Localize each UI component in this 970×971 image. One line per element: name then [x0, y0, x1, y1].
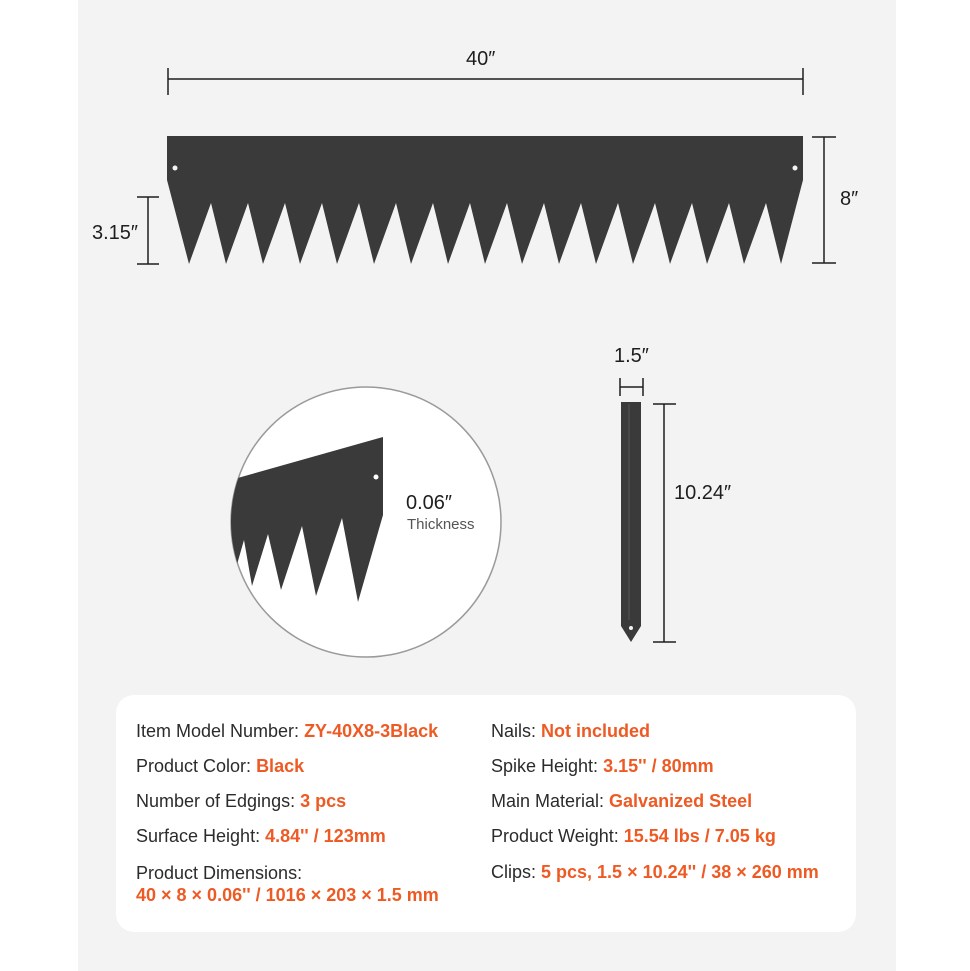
- spec-edgings: Number of Edgings: 3 pcs: [136, 791, 347, 811]
- zoomed-hole: [374, 475, 379, 480]
- width-label: 40″: [466, 48, 496, 70]
- clip-height-dimension-line: [653, 404, 676, 642]
- spec-clips: Clips: 5 pcs, 1.5 × 10.24'' / 38 × 260 mm: [491, 862, 819, 882]
- left-hole: [173, 166, 178, 171]
- spec-weight: Product Weight: 15.54 lbs / 7.05 kg: [491, 826, 776, 846]
- clip-height-label: 10.24″: [674, 482, 732, 504]
- height-label: 8″: [840, 188, 859, 210]
- clip-width-label: 1.5″: [614, 345, 649, 367]
- spike-height-label: 3.15″: [92, 222, 139, 244]
- clip-width-dimension-line: [620, 378, 643, 396]
- spec-spike-height: Spike Height: 3.15'' / 80mm: [491, 756, 714, 776]
- width-dimension-line: [168, 68, 803, 95]
- spec-model: Item Model Number: ZY-40X8-3Black: [136, 721, 439, 741]
- spec-nails: Nails: Not included: [491, 721, 651, 741]
- thickness-caption: Thickness: [407, 516, 475, 533]
- spike-dimension-line: [137, 197, 159, 264]
- spec-material: Main Material: Galvanized Steel: [491, 791, 753, 811]
- edging-panel: [167, 136, 803, 264]
- height-dimension-line: [812, 137, 836, 263]
- right-hole: [793, 166, 798, 171]
- spec-surface-height: Surface Height: 4.84'' / 123mm: [136, 826, 386, 846]
- clip-profile: [621, 402, 641, 642]
- spec-color: Product Color: Black: [136, 756, 305, 776]
- spec-dimensions: Product Dimensions: 40 × 8 × 0.06'' / 1016 × 203 × 1.5 mm: [136, 863, 439, 905]
- clip-hole: [629, 626, 633, 630]
- thickness-value: 0.06″: [406, 492, 453, 514]
